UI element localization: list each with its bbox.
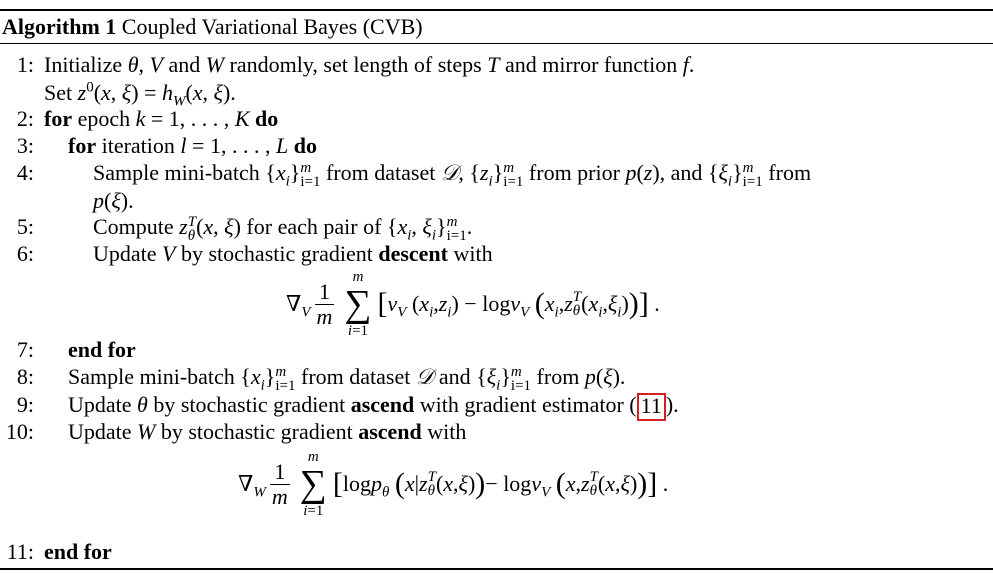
line-text: Update θ by stochastic gradient ascend with gradient estimator ( 11 ). (68, 391, 679, 421)
equation-ascend: $\nabla_W$ $\frac{1}{m}$ m ∑ i=1 [ log $p_\theta$ ( x | z T θ ( x , ξ ) ) − log $\nu_V$ ( x , z T θ ( x , ξ ) ) ] . (238, 449, 669, 519)
algorithm-label: Algorithm 1 (2, 14, 117, 39)
line-number: 8: (16, 364, 34, 389)
line-text: Initialize θ, V and W randomly, set length of steps T and mirror function f. (44, 52, 695, 77)
line-number: 9: (16, 392, 34, 417)
top-rule (0, 9, 993, 11)
line-text: for epoch k = 1, . . . , K do (44, 106, 279, 131)
line-number: 6: (16, 241, 34, 266)
line-text: Set $z^0(x$, $\xi) = h_W(x$, ξ). (44, 79, 236, 110)
equation-descent: $\nabla_V$ $\frac{1}{m}$ m ∑ i=1 [ $\nu_V$ ( $x_i$ , $z_i$ ) − log $\nu_V$ ( $x_i$ , z T θ ( $x_i$ , $\xi_i$ ) ) ] . (286, 269, 660, 339)
line-number: 1: (16, 52, 34, 77)
line-text: Sample mini-batch $\{x_i\}$ m i=1 from dataset 𝒟, $\{z_i\}$ m i=1 from prior p(z), and $\{\xi_i\}$ m i=1 from (93, 159, 812, 190)
line-text: end for (44, 539, 112, 564)
equation-reference-link[interactable]: 11 (637, 393, 666, 421)
line-number: 11: (6, 539, 34, 564)
caption-rule (0, 43, 993, 44)
bottom-rule (0, 568, 993, 570)
algorithm-title: Coupled Variational Bayes (CVB) (121, 14, 423, 39)
line-number: 2: (16, 106, 34, 131)
line-number: 5: (16, 214, 34, 239)
line-text: Sample mini-batch $\{x_i\}$ m i=1 from dataset 𝒟 and $\{\xi_i\}$ m i=1 from p(ξ). (68, 363, 626, 394)
line-number: 4: (16, 160, 34, 185)
line-number: 3: (16, 133, 34, 158)
line-text: Compute z T θ (x, ξ) for each pair of {$x_i$, $\xi_i$} m i=1 . (93, 213, 473, 244)
line-number: 7: (16, 337, 34, 362)
line-number: 10: (5, 419, 34, 444)
line-text: Update V by stochastic gradient descent with (93, 241, 493, 266)
line-text: Update W by stochastic gradient ascend with (68, 419, 467, 444)
line-text: end for (68, 337, 136, 362)
algorithm-caption (2, 13, 423, 41)
line-text: for iteration l = 1, . . . , L do (68, 133, 317, 158)
line-text: p(ξ). (93, 188, 134, 213)
